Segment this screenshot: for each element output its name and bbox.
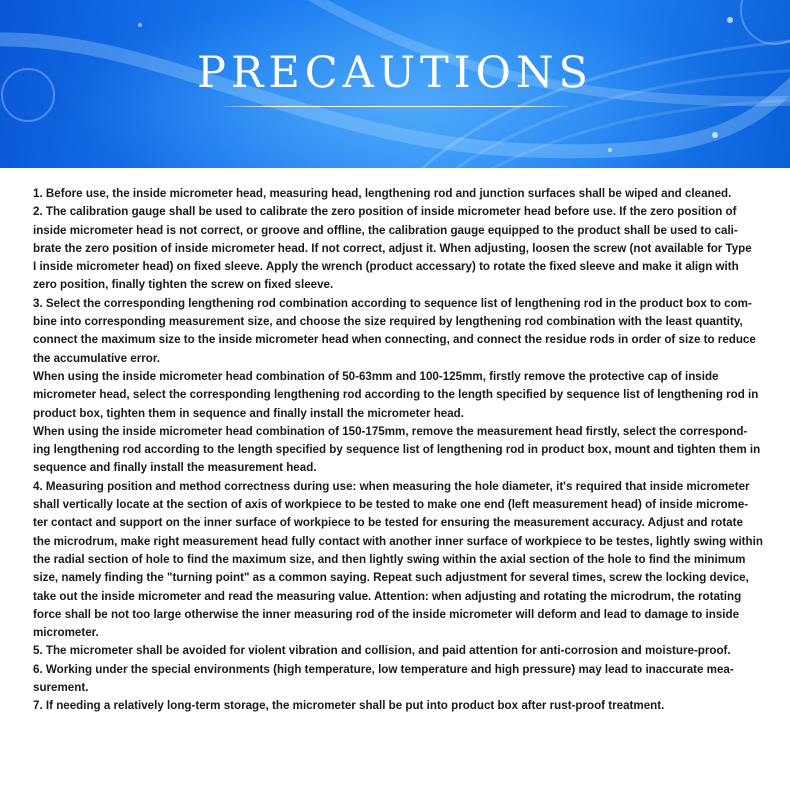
text-line: 4. Measuring position and method correctness during use: when measuring the hole diameter, it's required that inside micrometer [33,479,750,493]
banner-dot [712,132,718,138]
banner-ring [741,0,790,44]
text-line: 1. Before use, the inside micrometer head, measuring head, lengthening rod and junction surfaces shall be wiped and cleaned. [33,187,732,200]
text-line: brate the zero position of inside micrometer head. If not correct, adjust it. When adjusting, loosen the screw (not available for Type [33,241,752,255]
text-line: product box, tighten them in sequence and finally install the micrometer head. [33,406,464,420]
text-line: 7. If needing a relatively long-term storage, the micrometer shall be put into product box after rust-proof treatment. [33,699,665,713]
banner-dot [608,148,612,152]
text-line: take out the inside micrometer and read the measuring value. Attention: when adjusting and rotating the microdrum, the rotating [33,589,742,603]
text-line: micrometer. [33,626,99,640]
text-line: surement. [33,681,89,695]
text-line: zero position, finally tighten the screw on fixed sleeve. [33,278,334,292]
text-line: shall vertically locate at the section of axis of workpiece to be tested to make one end (left measurement head) of inside microme- [33,498,749,512]
text-line: sequence and finally install the measurement head. [33,461,317,475]
text-line: inside micrometer head is not correct, or groove and offline, the calibration gauge equipped to the product shall be used to cali- [33,223,738,237]
text-line: the microdrum, make right measurement head fully contact with another inner surface of workpiece to be testes, lightly swing within [33,534,763,548]
text-line: 2. The calibration gauge shall be used to calibrate the zero position of inside micrometer head before use. If the zero position of [33,205,737,219]
text-line: micrometer head, select the corresponding lengthening rod according to the length specified by sequence list of lengthening rod in [33,388,759,402]
text-line: the radial section of hole to find the maximum size, and then lightly swing within the axial section of the hole to find the minimum [33,552,746,566]
text-line: size, namely finding the "turning point" as a common saying. Repeat such adjustment for several times, screw the locking device, [33,571,749,585]
text-line: the accumulative error. [33,351,160,365]
text-line: ter contact and support on the inner surface of workpiece to be tested for ensuring the measurement accuracy. Adjust and rotate [33,516,743,530]
text-line: connect the maximum size to the inside micrometer head when connecting, and connect the residue rods in order of size to reduce [33,333,756,347]
text-line: ing lengthening rod according to the length specified by sequence list of lengthening rod in product box, mount and tighten them in [33,443,761,457]
banner-dot [727,17,733,23]
text-line: When using the inside micrometer head combination of 150-175mm, remove the measurement head firstly, select the correspond- [33,424,748,438]
title-underline [224,106,568,107]
text-line: force shall be not too large otherwise the inner measuring rod of the inside micrometer will deform and lead to damage to inside [33,607,740,621]
text-line: 3. Select the corresponding lengthening rod combination according to sequence list of lengthening rod in the product box to com- [33,296,752,310]
header-banner [0,0,790,168]
banner-dot [138,23,142,27]
precautions-text [33,185,773,716]
page-title: PRECAUTIONS [197,48,593,98]
text-line: I inside micrometer head) on fixed sleeve. Apply the wrench (product accessary) to rotate the fixed sleeve and make it align with [33,260,739,274]
text-line: When using the inside micrometer head combination of 50-63mm and 100-125mm, firstly remove the protective cap of inside [33,369,719,383]
text-line: bine into corresponding measurement size, and choose the size required by lengthening rod combination with the least quantity, [33,315,743,329]
text-line: 5. The micrometer shall be avoided for violent vibration and collision, and paid attention for anti-corrosion and moisture-proof. [33,644,731,658]
text-line: 6. Working under the special environments (high temperature, low temperature and high pressure) may lead to inaccurate mea- [33,662,734,676]
